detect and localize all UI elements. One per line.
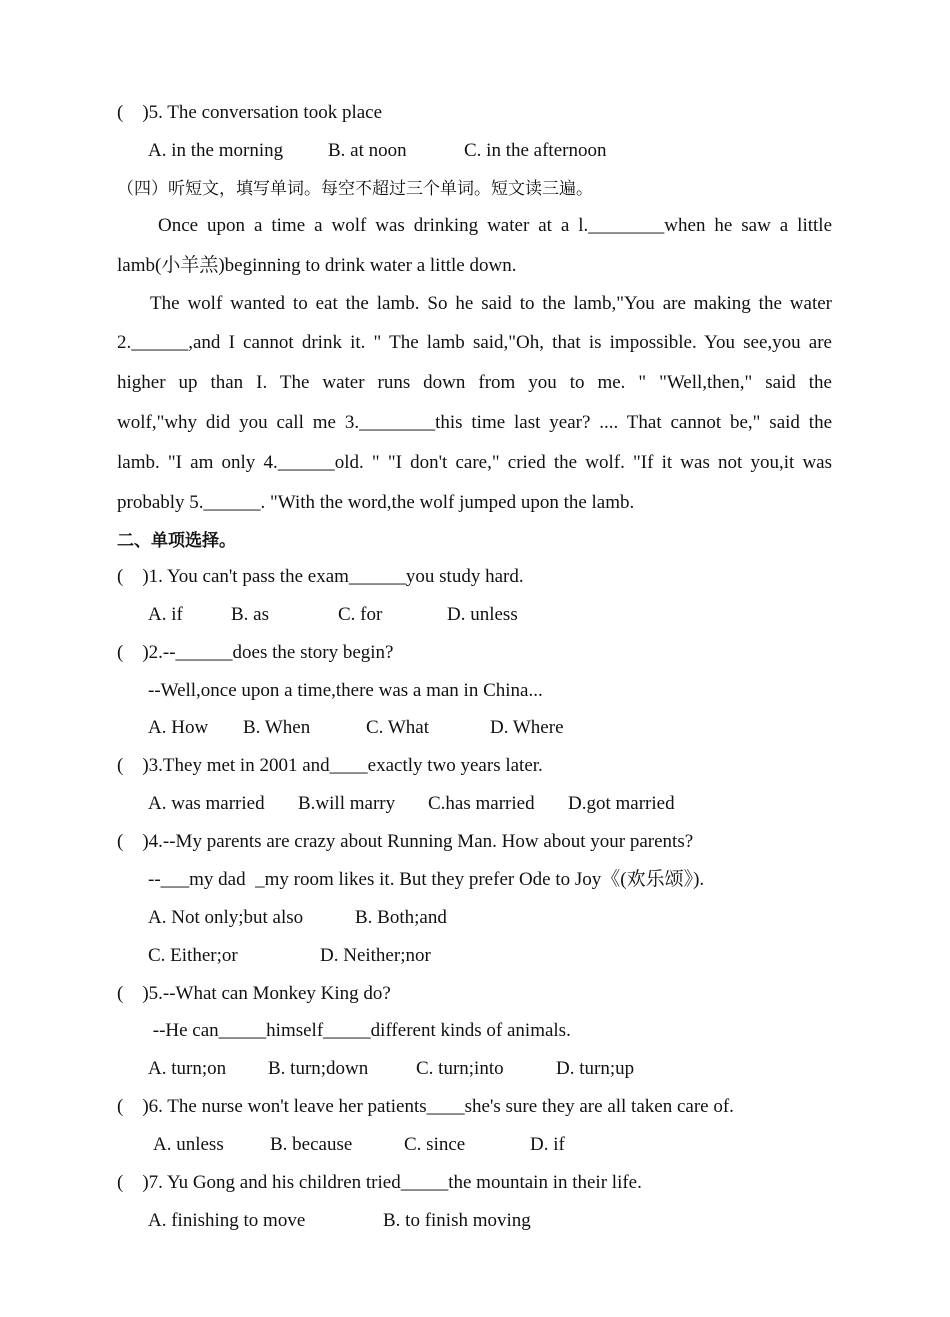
part4-heading: （四）听短文，填写单词。每空不超过三个单词。短文读三遍。 <box>117 179 593 199</box>
option-d: D. unless <box>447 604 518 625</box>
option-a: A. finishing to move <box>148 1210 306 1231</box>
section-2-heading: 二、单项选择。 <box>117 531 236 551</box>
option-a: A. Not only;but also <box>148 907 304 928</box>
option-a: A. if <box>148 604 183 625</box>
option-a: A. was married <box>148 793 265 814</box>
option-b: B. turn;down <box>268 1058 369 1079</box>
option-c: C.has married <box>428 793 535 814</box>
option-c: C. Either;or <box>148 945 238 966</box>
mc-question-5-stem: ( )5.--What can Monkey King do? <box>117 983 391 1004</box>
option-b: B. at noon <box>328 140 407 161</box>
option-c: C. in the afternoon <box>464 140 607 161</box>
option-c: C. turn;into <box>416 1058 504 1079</box>
option-d: D. turn;up <box>556 1058 635 1079</box>
option-b: B. When <box>243 717 311 738</box>
option-b: B. to finish moving <box>383 1210 531 1231</box>
option-c: C. since <box>404 1134 466 1155</box>
passage-line-7: lamb. "I am only 4.______old. " "I don't care," cried the wolf. "If it was not you,it was <box>117 452 832 473</box>
mc-question-2-stem: ( )2.--______does the story begin? <box>117 642 394 663</box>
option-d: D. Neither;nor <box>320 945 431 966</box>
option-a: A. How <box>148 717 209 738</box>
option-a: A. in the morning <box>148 140 284 161</box>
option-d: D. Where <box>490 717 564 738</box>
question-5-stem: ( )5. The conversation took place <box>117 102 383 123</box>
option-c: C. for <box>338 604 383 625</box>
passage-line-6: wolf,"why did you call me 3.________this time last year? .... That cannot be," said the <box>117 412 832 433</box>
passage-line-2: lamb(小羊羔)beginning to drink water a little down. <box>117 255 517 276</box>
option-b: B. Both;and <box>355 907 447 928</box>
option-d: D.got married <box>568 793 675 814</box>
mc-question-5-dialogue: --He can_____himself_____different kinds of animals. <box>148 1020 571 1041</box>
option-d: D. if <box>530 1134 565 1155</box>
option-a: A. turn;on <box>148 1058 227 1079</box>
option-b: B.will marry <box>298 793 396 814</box>
passage-line-4: 2.______,and I cannot drink it. " The lamb said,"Oh, that is impossible. You see,you are <box>117 332 832 353</box>
mc-question-4-stem: ( )4.--My parents are crazy about Running Man. How about your parents? <box>117 831 694 852</box>
mc-question-7-stem: ( )7. Yu Gong and his children tried_____the mountain in their life. <box>117 1172 642 1193</box>
passage-line-3: The wolf wanted to eat the lamb. So he said to the lamb,"You are making the water <box>150 293 832 314</box>
mc-question-4-dialogue: --___my dad _my room likes it. But they prefer Ode to Joy《(欢乐颂》). <box>148 869 705 890</box>
passage-line-1: Once upon a time a wolf was drinking water at a l.________when he saw a little <box>158 215 832 236</box>
mc-question-2-dialogue: --Well,once upon a time,there was a man in China... <box>148 680 543 701</box>
mc-question-6-stem: ( )6. The nurse won't leave her patients____she's sure they are all taken care of. <box>117 1096 734 1117</box>
passage-line-5: higher up than I. The water runs down from you to me. " "Well,then," said the <box>117 372 832 393</box>
option-a: A. unless <box>153 1134 224 1155</box>
option-b: B. as <box>231 604 269 625</box>
mc-question-1-stem: ( )1. You can't pass the exam______you study hard. <box>117 566 524 587</box>
option-b: B. because <box>270 1134 353 1155</box>
option-c: C. What <box>366 717 429 738</box>
passage-line-8: probably 5.______. "With the word,the wolf jumped upon the lamb. <box>117 492 635 513</box>
mc-question-3-stem: ( )3.They met in 2001 and____exactly two years later. <box>117 755 543 776</box>
